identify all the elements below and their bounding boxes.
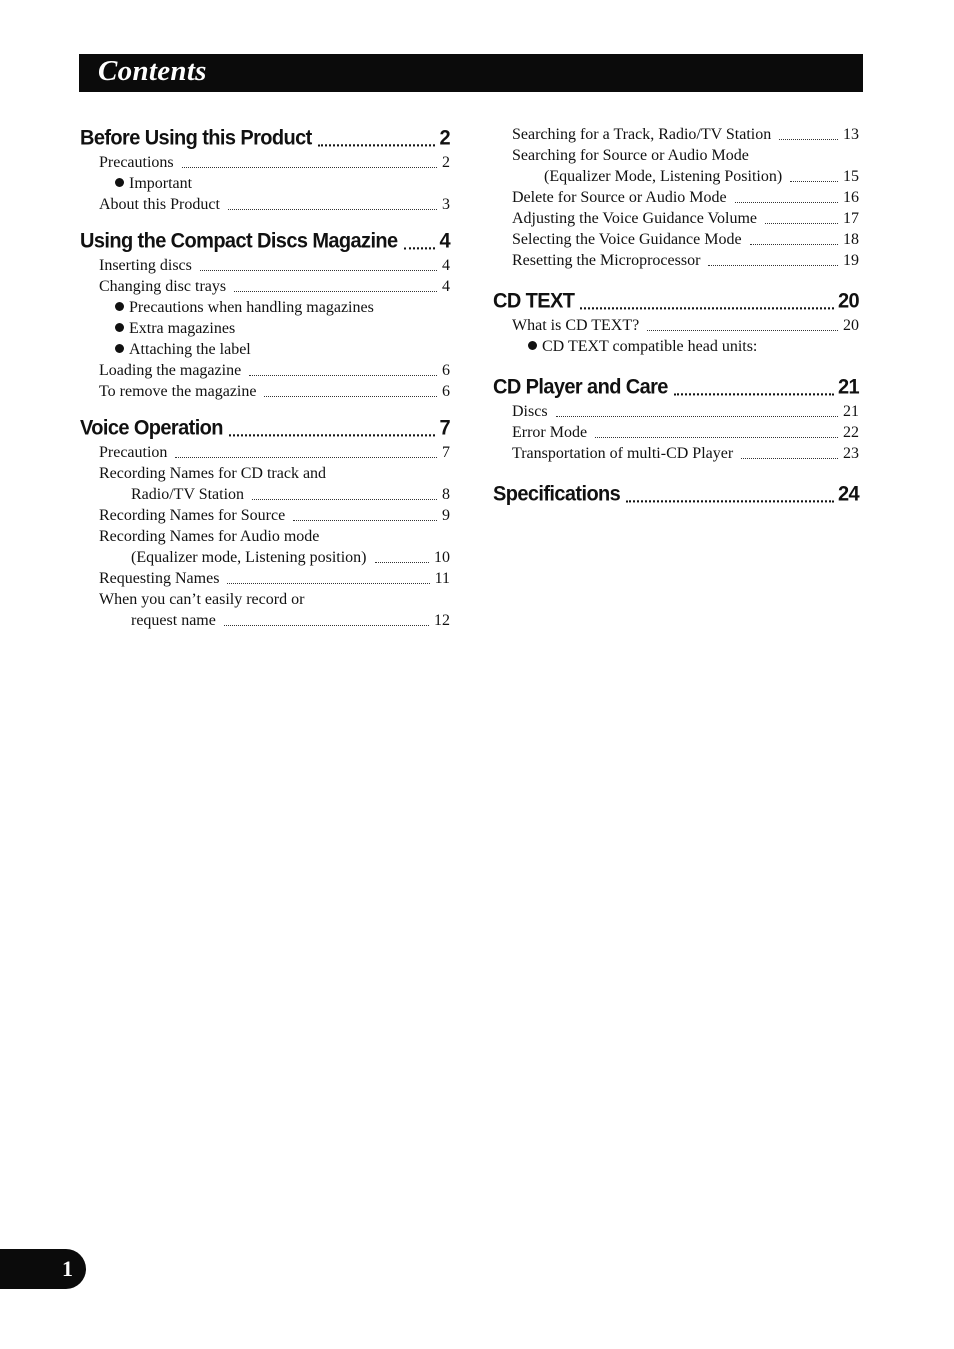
dot-leader <box>779 138 838 140</box>
entry-page-number: 16 <box>843 189 859 206</box>
section-heading-text: CD Player and Care <box>493 375 668 399</box>
dot-leader <box>741 457 838 459</box>
bullet-icon <box>115 323 124 332</box>
toc-entry[interactable] <box>80 194 450 215</box>
dot-leader <box>224 624 429 626</box>
toc-entry[interactable] <box>493 401 859 422</box>
dot-leader <box>580 306 834 309</box>
section-heading-text: Before Using this Product <box>80 126 312 150</box>
section-heading-text: Using the Compact Discs Magazine <box>80 229 398 253</box>
section-heading[interactable] <box>80 413 450 442</box>
toc-entry[interactable] <box>493 229 859 250</box>
dot-leader <box>200 269 437 271</box>
entry-text: request name <box>131 612 216 629</box>
dot-leader <box>626 499 834 502</box>
entry-text: Selecting the Voice Guidance Mode <box>512 231 742 248</box>
entry-text: Radio/TV Station <box>131 486 245 503</box>
dot-leader <box>765 222 838 224</box>
section-page-number: 21 <box>837 375 859 399</box>
section-heading[interactable] <box>80 123 450 152</box>
entry-text: Resetting the Microprocessor <box>512 252 701 269</box>
toc-left-column <box>80 124 450 637</box>
entry-text: (Equalizer Mode, Listening Position) <box>544 168 783 185</box>
section-heading-text: Specifications <box>493 482 621 506</box>
dot-leader <box>229 433 436 436</box>
entry-text: Discs <box>512 403 548 420</box>
toc-section <box>493 287 859 357</box>
bullet-text: Attaching the label <box>129 341 251 358</box>
dot-leader <box>556 415 838 417</box>
entry-text: Precautions <box>99 154 174 171</box>
entry-text: About this Product <box>99 196 220 213</box>
entry-page-number: 11 <box>434 570 450 587</box>
toc-entry[interactable] <box>493 124 859 145</box>
entry-page-number: 18 <box>843 231 859 248</box>
entry-page-number: 21 <box>843 403 859 420</box>
dot-leader <box>318 143 436 146</box>
entry-page-number: 13 <box>843 126 859 143</box>
entry-page-number: 17 <box>843 210 859 227</box>
dot-leader <box>182 166 437 168</box>
entry-page-number: 10 <box>434 549 450 566</box>
toc-entry[interactable] <box>493 166 859 187</box>
toc-entry-line: Recording Names for CD track and <box>99 465 327 482</box>
bullet-icon <box>115 344 124 353</box>
entry-text: (Equalizer mode, Listening position) <box>131 549 367 566</box>
section-page-number: 4 <box>439 229 450 253</box>
entry-page-number: 2 <box>442 154 450 171</box>
entry-text: Precaution <box>99 444 168 461</box>
toc-entry[interactable] <box>80 152 450 173</box>
toc-entry[interactable] <box>80 381 450 402</box>
entry-page-number: 3 <box>442 196 450 213</box>
toc-section <box>80 227 450 402</box>
toc-entry[interactable] <box>493 422 859 443</box>
dot-leader <box>228 208 437 210</box>
toc-entry[interactable] <box>80 255 450 276</box>
entry-page-number: 7 <box>442 444 450 461</box>
toc-section <box>80 124 450 215</box>
toc-section <box>493 373 859 464</box>
toc-entry-line: Recording Names for Audio mode <box>99 528 320 545</box>
entry-page-number: 20 <box>843 317 859 334</box>
entry-page-number: 23 <box>843 445 859 462</box>
toc-entry[interactable] <box>80 360 450 381</box>
entry-text: Searching for a Track, Radio/TV Station <box>512 126 772 143</box>
entry-page-number: 19 <box>843 252 859 269</box>
bullet-icon <box>528 341 537 350</box>
toc-bullet-item <box>80 339 450 360</box>
bullet-text: CD TEXT compatible head units: <box>542 338 758 355</box>
toc-entry[interactable] <box>493 443 859 464</box>
toc-section <box>493 480 859 508</box>
toc-bullet-item <box>80 297 450 318</box>
toc-entry[interactable] <box>493 208 859 229</box>
dot-leader <box>735 201 838 203</box>
toc-bullet-item <box>493 336 859 357</box>
dot-leader <box>293 519 437 521</box>
toc-section <box>493 124 859 271</box>
dot-leader <box>264 395 437 397</box>
bullet-icon <box>115 302 124 311</box>
entry-page-number: 9 <box>442 507 450 524</box>
toc-bullet-item <box>80 173 450 194</box>
entry-page-number: 6 <box>442 362 450 379</box>
dot-leader <box>708 264 838 266</box>
page-number-tab <box>0 1249 86 1289</box>
entry-text: Loading the magazine <box>99 362 242 379</box>
entry-text: Delete for Source or Audio Mode <box>512 189 727 206</box>
dot-leader <box>252 498 437 500</box>
dot-leader <box>647 329 838 331</box>
entry-page-number: 6 <box>442 383 450 400</box>
bullet-text: Extra magazines <box>129 320 236 337</box>
dot-leader <box>375 561 430 563</box>
toc-section <box>80 414 450 631</box>
entry-page-number: 4 <box>442 278 450 295</box>
entry-text: Transportation of multi-CD Player <box>512 445 734 462</box>
toc-entry[interactable] <box>80 610 450 631</box>
toc-entry[interactable] <box>80 568 450 589</box>
entry-page-number: 15 <box>843 168 859 185</box>
entry-page-number: 22 <box>843 424 859 441</box>
toc-entry[interactable] <box>80 547 450 568</box>
section-heading[interactable] <box>493 286 859 315</box>
section-page-number: 7 <box>439 416 450 440</box>
entry-text: Changing disc trays <box>99 278 227 295</box>
section-heading[interactable] <box>80 226 450 255</box>
toc-bullet-item <box>80 318 450 339</box>
dot-leader <box>595 436 838 438</box>
entry-text: Recording Names for Source <box>99 507 286 524</box>
entry-page-number: 12 <box>434 612 450 629</box>
page-title: Contents <box>98 55 207 87</box>
bullet-text: Precautions when handling magazines <box>129 299 374 316</box>
contents-banner <box>79 54 863 92</box>
dot-leader <box>674 392 834 395</box>
dot-leader <box>750 243 838 245</box>
entry-page-number: 8 <box>442 486 450 503</box>
entry-text: To remove the magazine <box>99 383 257 400</box>
dot-leader <box>249 374 437 376</box>
dot-leader <box>227 582 429 584</box>
bullet-text: Important <box>129 175 193 192</box>
toc-right-column <box>493 124 859 514</box>
page-number: 1 <box>62 1256 73 1281</box>
entry-text: Requesting Names <box>99 570 220 587</box>
section-heading[interactable] <box>493 372 859 401</box>
entry-text: What is CD TEXT? <box>512 317 640 334</box>
section-page-number: 2 <box>439 126 450 150</box>
section-heading-text: CD TEXT <box>493 289 575 313</box>
section-page-number: 20 <box>837 289 859 313</box>
dot-leader <box>175 456 437 458</box>
section-heading-text: Voice Operation <box>80 416 223 440</box>
toc-entry[interactable] <box>493 315 859 336</box>
section-page-number: 24 <box>837 482 859 506</box>
bullet-icon <box>115 178 124 187</box>
entry-text: Error Mode <box>512 424 588 441</box>
dot-leader <box>790 180 838 182</box>
toc-entry-line: Searching for Source or Audio Mode <box>512 147 749 164</box>
toc-entry[interactable] <box>80 276 450 297</box>
dot-leader <box>404 246 436 249</box>
entry-text: Adjusting the Voice Guidance Volume <box>512 210 758 227</box>
entry-text: Inserting discs <box>99 257 192 274</box>
entry-page-number: 4 <box>442 257 450 274</box>
section-heading[interactable] <box>493 479 859 508</box>
dot-leader <box>234 290 437 292</box>
toc-entry[interactable] <box>80 484 450 505</box>
toc-entry[interactable] <box>493 187 859 208</box>
toc-entry-line: When you can’t easily record or <box>99 591 305 608</box>
toc-entry[interactable] <box>80 442 450 463</box>
toc-entry[interactable] <box>493 250 859 271</box>
toc-entry[interactable] <box>80 505 450 526</box>
